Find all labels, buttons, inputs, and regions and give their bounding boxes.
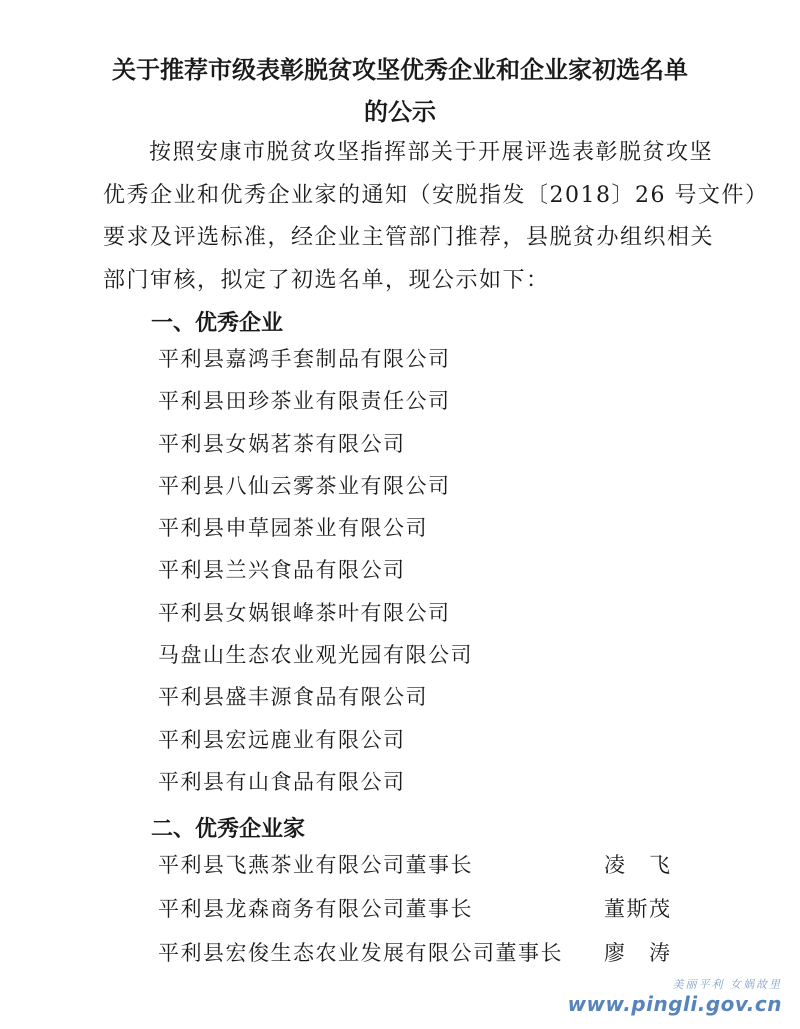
site-watermark bbox=[568, 976, 782, 1016]
list-item: 平利县女娲银峰茶叶有限公司 bbox=[158, 600, 451, 625]
list-item: 平利县宏远鹿业有限公司 bbox=[158, 727, 406, 752]
list-item bbox=[158, 843, 718, 887]
section-heading-enterprises: 一、优秀企业 bbox=[151, 311, 284, 336]
list-item: 平利县盛丰源食品有限公司 bbox=[158, 685, 428, 710]
intro-line-2: 优秀企业和优秀企业家的通知（安脱指发〔2018〕26 号文件） bbox=[103, 182, 769, 208]
entrepreneur-name: 董斯茂 bbox=[604, 897, 672, 921]
watermark-url: www.pingli.gov.cn bbox=[567, 992, 782, 1016]
document-title-line1: 关于推荐市级表彰脱贫攻坚优秀企业和企业家初选名单 bbox=[112, 56, 688, 84]
intro-line-4: 部门审核，拟定了初选名单，现公示如下： bbox=[103, 267, 550, 293]
list-item: 平利县有山食品有限公司 bbox=[158, 769, 406, 794]
intro-line-3: 要求及评选标准，经企业主管部门推荐，县脱贫办组织相关 bbox=[103, 225, 715, 250]
entrepreneur-position: 平利县宏俊生态农业发展有限公司董事长 bbox=[158, 941, 563, 965]
list-item: 平利县申草园茶业有限公司 bbox=[158, 516, 428, 541]
intro-paragraph bbox=[103, 132, 769, 302]
entrepreneur-list bbox=[158, 843, 718, 975]
entrepreneur-position: 平利县龙森商务有限公司董事长 bbox=[158, 897, 473, 921]
list-item: 平利县八仙云雾茶业有限公司 bbox=[158, 473, 451, 498]
entrepreneur-position: 平利县飞燕茶业有限公司董事长 bbox=[158, 853, 473, 877]
entrepreneur-name: 廖 涛 bbox=[604, 941, 672, 965]
list-item bbox=[158, 931, 718, 975]
section-heading-entrepreneurs: 二、优秀企业家 bbox=[151, 817, 306, 842]
intro-line-1: 按照安康市脱贫攻坚指挥部关于开展评选表彰脱贫攻坚 bbox=[149, 140, 714, 165]
entrepreneur-name: 凌 飞 bbox=[604, 853, 672, 877]
enterprise-list bbox=[158, 338, 473, 803]
list-item: 平利县兰兴食品有限公司 bbox=[158, 558, 406, 583]
list-item bbox=[158, 887, 718, 931]
list-item: 马盘山生态农业观光园有限公司 bbox=[158, 643, 473, 668]
document-title-line2: 的公示 bbox=[364, 98, 436, 126]
watermark-slogan: 美丽平利 女娲故里 bbox=[672, 978, 782, 991]
list-item: 平利县田珍茶业有限责任公司 bbox=[158, 389, 451, 414]
list-item: 平利县嘉鸿手套制品有限公司 bbox=[158, 347, 451, 371]
list-item: 平利县女娲茗茶有限公司 bbox=[158, 431, 406, 456]
